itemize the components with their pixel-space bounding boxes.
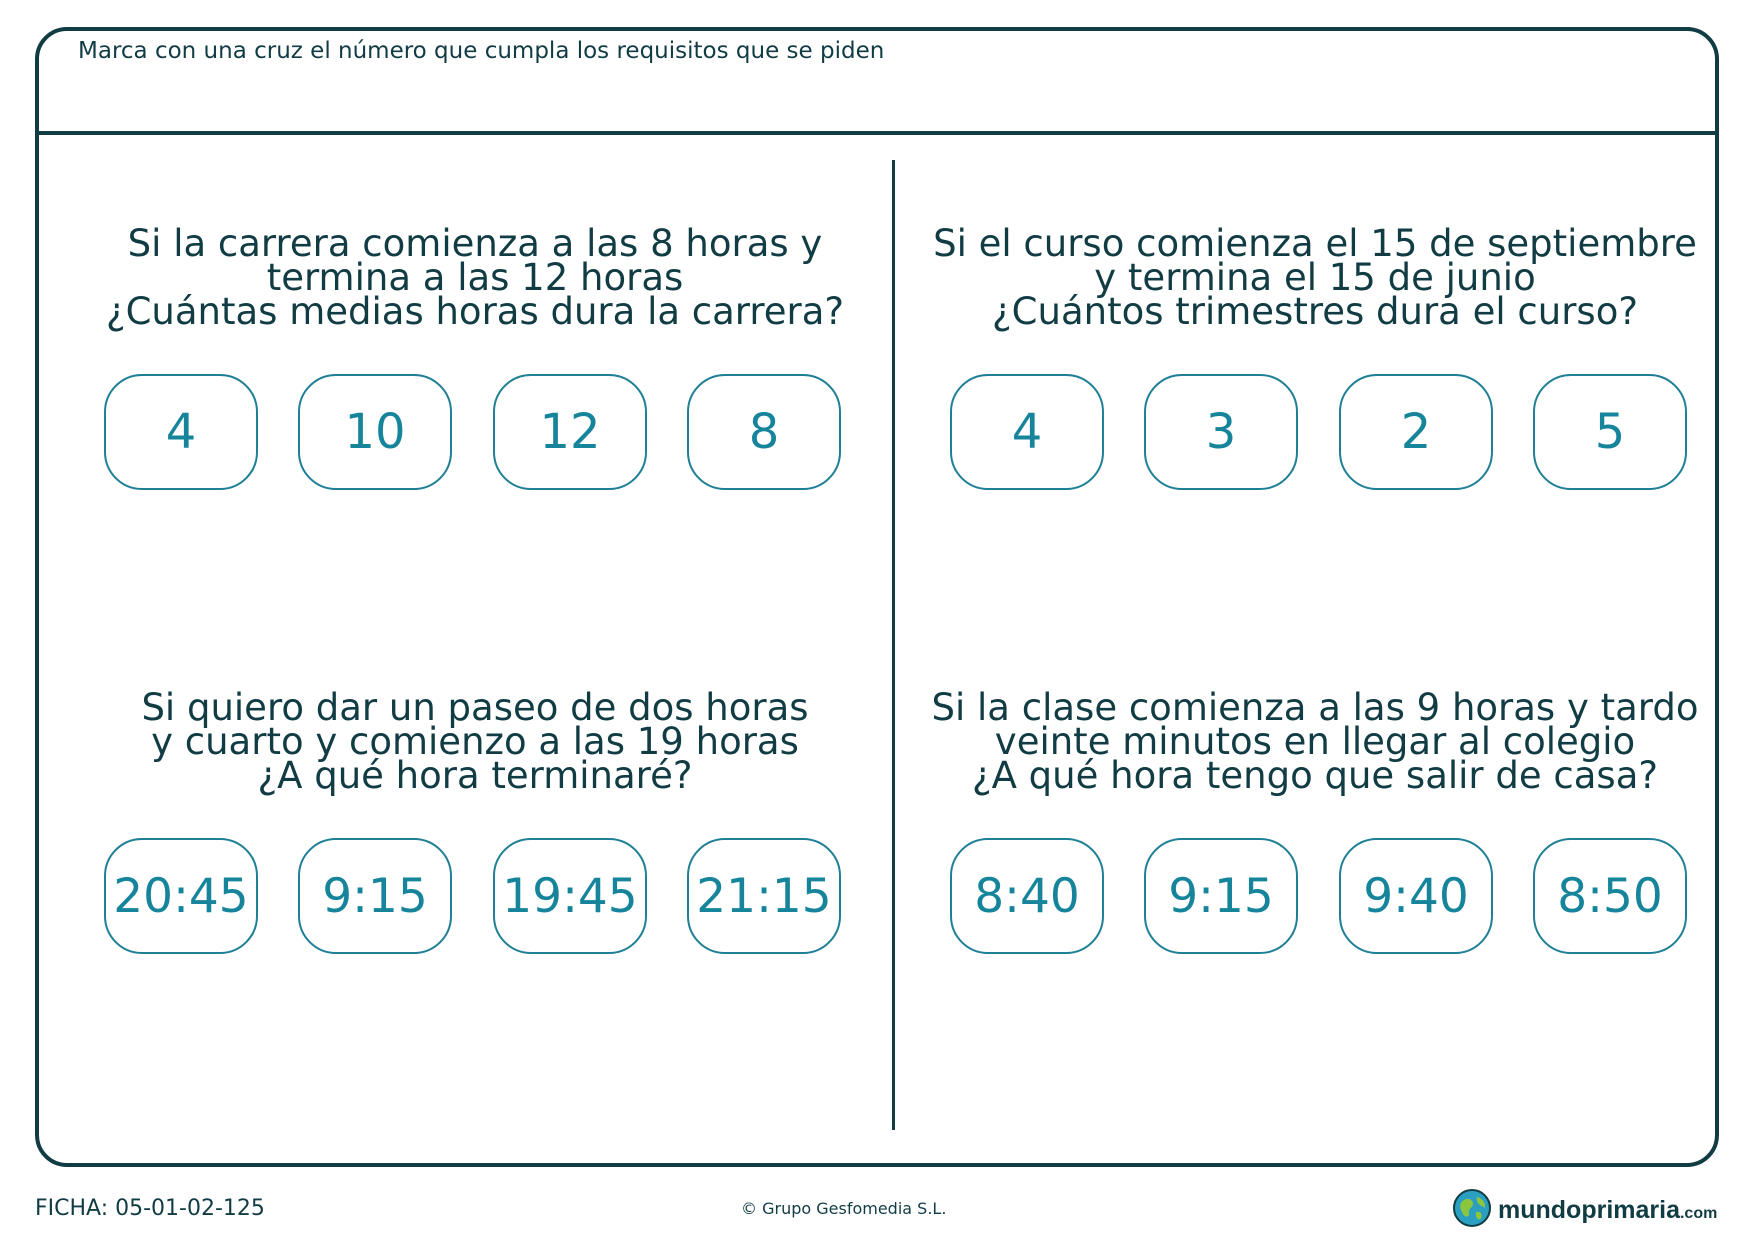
option-box[interactable]: 3: [1144, 374, 1298, 490]
option-box[interactable]: 9:15: [1144, 838, 1298, 954]
question-3: [90, 686, 860, 797]
header-divider: [37, 131, 1717, 135]
instruction-text: Marca con una cruz el número que cumpla los requisitos que se piden: [78, 38, 885, 64]
option-box[interactable]: 2: [1339, 374, 1493, 490]
option-box[interactable]: 21:15: [687, 838, 841, 954]
question-2: [905, 222, 1725, 333]
option-box[interactable]: 8: [687, 374, 841, 490]
option-box[interactable]: 4: [950, 374, 1104, 490]
question-1-line-1: Si la carrera comienza a las 8 horas y: [127, 222, 823, 265]
mundoprimaria-logo[interactable]: [1452, 1188, 1717, 1232]
option-box[interactable]: 12: [493, 374, 647, 490]
option-box[interactable]: 5: [1533, 374, 1687, 490]
option-box[interactable]: 19:45: [493, 838, 647, 954]
worksheet-frame: [35, 27, 1719, 1167]
question-4-line-2: veinte minutos en llegar al colegio: [994, 720, 1636, 763]
globe-icon: [1452, 1188, 1492, 1232]
question-2-line-3: ¿Cuántos trimestres dura el curso?: [992, 290, 1638, 333]
option-box[interactable]: 4: [104, 374, 258, 490]
question-1-line-3: ¿Cuántas medias horas dura la carrera?: [105, 290, 845, 333]
option-box[interactable]: 9:40: [1339, 838, 1493, 954]
question-4-line-3: ¿A qué hora tengo que salir de casa?: [971, 754, 1659, 797]
question-3-line-1: Si quiero dar un paseo de dos horas: [141, 686, 809, 729]
option-box[interactable]: 8:40: [950, 838, 1104, 954]
question-3-line-3: ¿A qué hora terminaré?: [257, 754, 693, 797]
option-box[interactable]: 9:15: [298, 838, 452, 954]
copyright-text: © Grupo Gesfomedia S.L.: [741, 1199, 947, 1218]
question-4-line-1: Si la clase comienza a las 9 horas y tardo: [931, 686, 1699, 729]
logo-suffix: .com: [1679, 1204, 1718, 1222]
option-box[interactable]: 8:50: [1533, 838, 1687, 954]
question-1-line-2: termina a las 12 horas: [266, 256, 684, 299]
center-divider: [892, 160, 895, 1130]
question-3-line-2: y cuarto y comienzo a las 19 horas: [151, 720, 799, 763]
question-1: [90, 222, 860, 333]
option-box[interactable]: 20:45: [104, 838, 258, 954]
question-4: [905, 686, 1725, 797]
question-2-line-1: Si el curso comienza el 15 de septiembre: [933, 222, 1697, 265]
ficha-code: FICHA: 05-01-02-125: [35, 1196, 265, 1221]
option-box[interactable]: 10: [298, 374, 452, 490]
logo-name: mundoprimaria: [1498, 1195, 1680, 1224]
question-2-line-2: y termina el 15 de junio: [1094, 256, 1536, 299]
